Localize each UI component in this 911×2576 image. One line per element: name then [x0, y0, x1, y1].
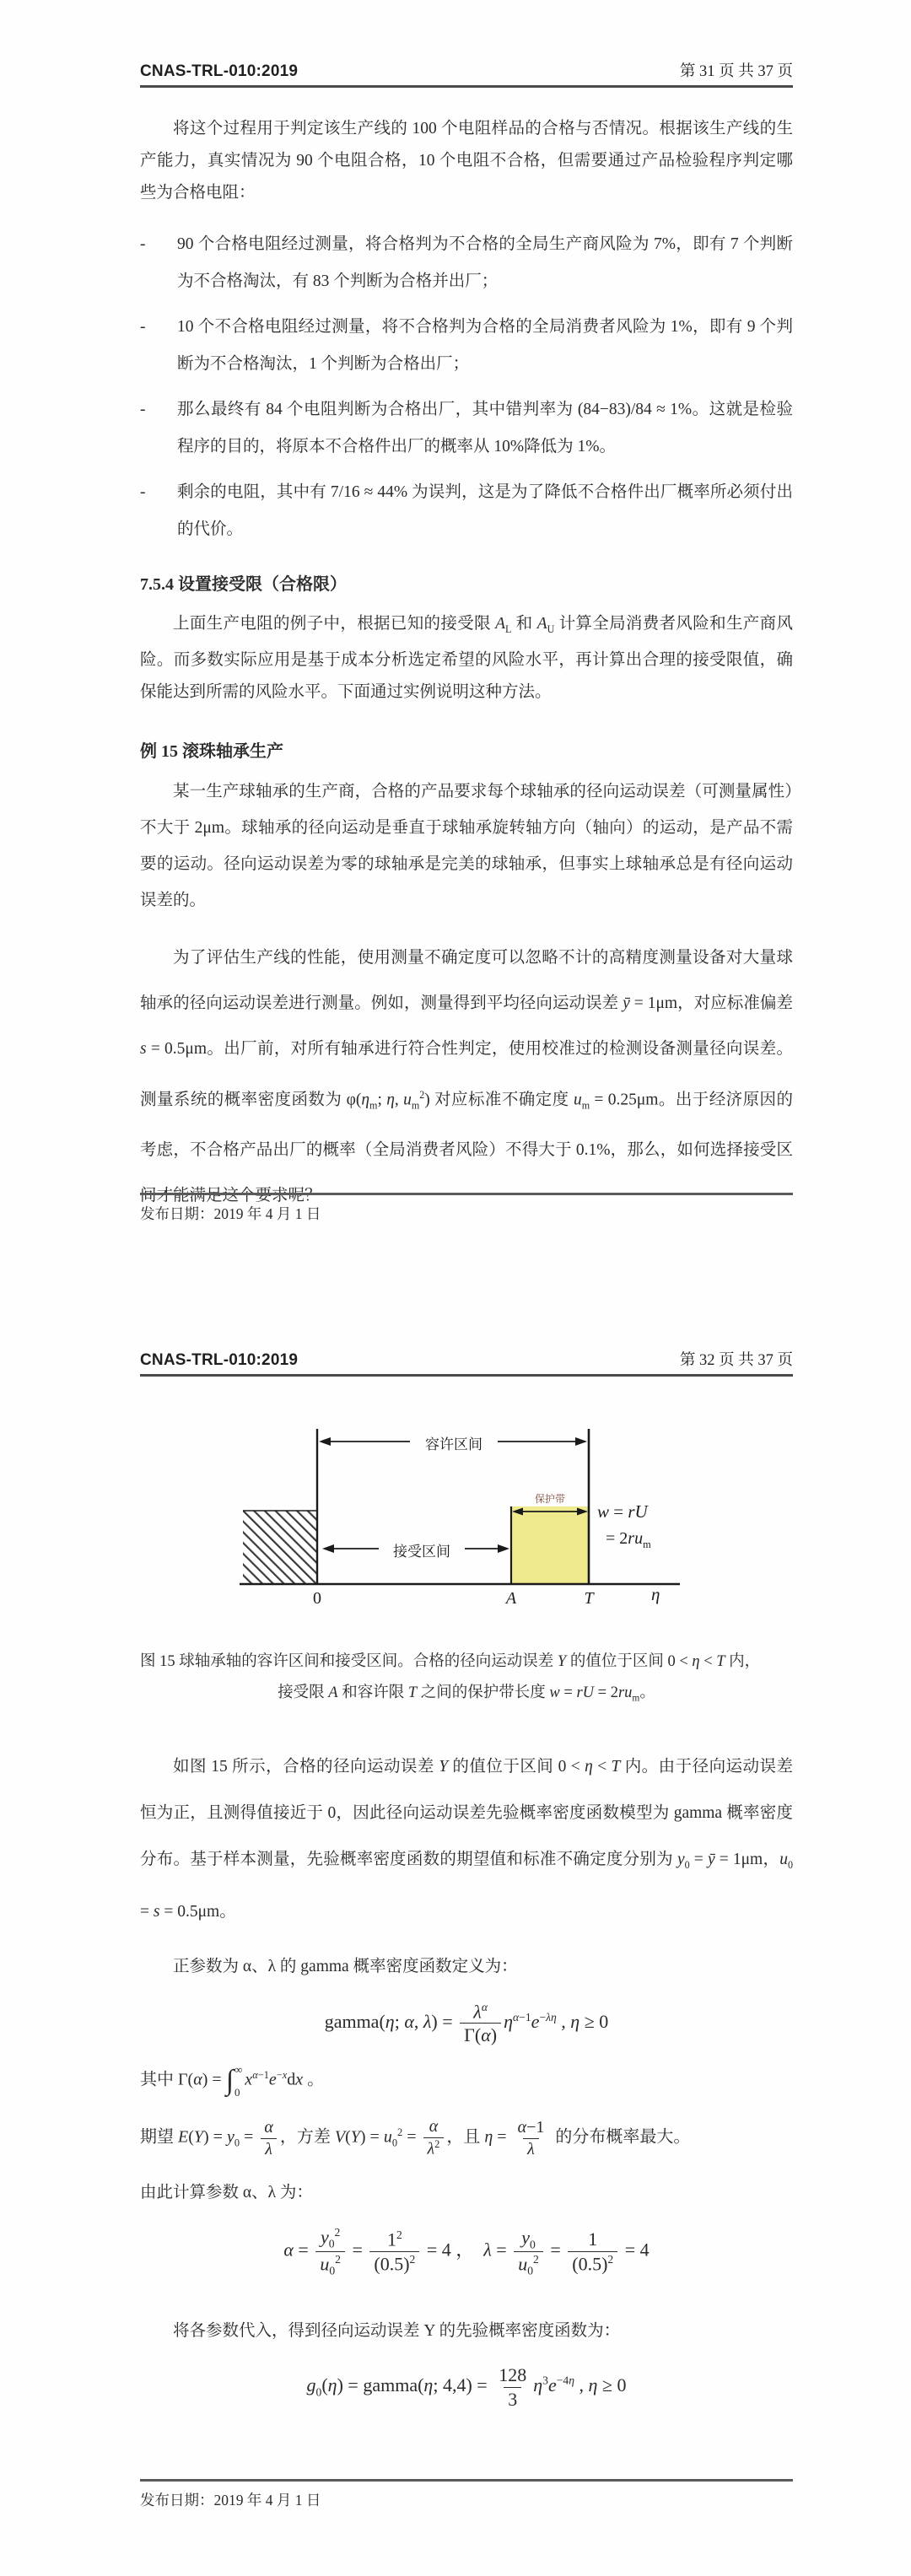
guard-band-width-formula-line1: w = rU [597, 1501, 648, 1522]
figure-15-caption [140, 1646, 793, 1715]
body-paragraph-2: 正参数为 α、λ 的 gamma 概率密度函数定义为： [173, 1958, 518, 1976]
gamma-pdf-formula: gamma(η; α, λ) = $\frac{\lambda^\alpha}{\Gamma(\alpha)}$ $\eta^{\alpha-1}e^{-\lambda\eta}$ , η ≥ 0 [324, 2000, 609, 2046]
acceptance-arrowhead-left [322, 1544, 334, 1553]
body-paragraph-6: 将各参数代入，得到径向运动误差 Y 的先验概率密度函数为： [173, 2321, 621, 2340]
tolerance-arrowhead-right [575, 1437, 587, 1446]
expectation-variance-line: 期望 $E(Y) = y_0$ = $\frac{\alpha}{\lambda}$ ，方差 $V(Y) = u_0^2$ = $\frac{\alpha}{\lambda^2}$ ，且 η = $\frac{\alpha-1}{\lambda}$ 的分布概率最大。 [140, 2117, 691, 2158]
acceptance-arrowhead-right [498, 1544, 509, 1553]
page-number-info: 第 31 页 共 37 页 [679, 63, 793, 80]
guard-band-width-formula-line2: = $2ru_m$ [606, 1529, 651, 1550]
prior-pdf-formula: $g_0(\eta)$ = gamma(η; 4,4) = $\frac{128}{3}$ $\eta^3e^{-4\eta}$ , η ≥ 0 [306, 2364, 627, 2410]
axis-variable-label: η [651, 1584, 660, 1604]
release-date: 发布日期：2019 年 4 月 1 日 [140, 1205, 321, 1222]
caption-line-1: 图 15 球轴承轴的容许区间和接受区间。合格的径向运动误差 Y 的值位于区间 0 < η < T 内， [140, 1653, 761, 1670]
tolerance-arrowhead-left [319, 1437, 331, 1446]
bullet-text: 那么最终有 84 个电阻判断为合格出厂，其中错判率为 (84−83)/84 ≈ 1%。这就是检验程序的目的，将原本不合格件出厂的概率从 10%降低为 1%。 [177, 400, 793, 455]
tolerance-interval-label: 容许区间 [425, 1436, 482, 1452]
alpha-lambda-formula: α = $\frac{y_0^2}{u_0^2}$ = $\frac{1^2}{(0.5)^2}$ = 4 ， λ = $\frac{y_0}{u_0^2}$ = $\frac{1}{(0.5)^2}$ = 4 [283, 2226, 650, 2277]
guard-band-region [512, 1506, 589, 1584]
list-item [140, 226, 793, 300]
doc-code: CNAS-TRL-010:2019 [140, 1351, 299, 1369]
bullet-marker: - [140, 400, 146, 418]
bullet-list [140, 226, 793, 548]
page-32-content [140, 1348, 793, 2411]
body-paragraph-5: 由此计算参数 α、λ 为： [140, 2183, 313, 2201]
intro-paragraph: 将这个过程用于判定该生产线的 100 个电阻样品的合格与否情况。根据该生产线的生产能力，真实情况为 90 个电阻合格，10 个电阻不合格，但需要通过产品检验程序判定哪些为合格电阻： [140, 120, 793, 202]
page-footer [140, 1193, 793, 1224]
doc-code: CNAS-TRL-010:2019 [140, 62, 299, 80]
caption-line-2: 接受限 A 和容许限 T 之间的保护带长度 w = rU = $2ru_m$。 [278, 1684, 655, 1704]
page-header [140, 59, 793, 88]
page-31 [0, 0, 911, 1265]
page-header [140, 1348, 793, 1377]
list-item [140, 309, 793, 383]
example-heading: 例 15 滚珠轴承生产 [140, 742, 283, 762]
body-paragraph-1: 如图 15 所示，合格的径向运动误差 Y 的值位于区间 0 < η < T 内。由于径向运动误差恒为正，且测得值接近于 0，因此径向运动误差先验概率密度函数模型为 gamma 概率密度分布。基于样本测量，先验概率密度函数的期望值和标准不确定度分别为 $y_0$ = ȳ = 1μm，$u_0 = s = 0.5\mu m$。 [140, 1757, 793, 1921]
list-item [140, 474, 793, 548]
page-footer [140, 2479, 793, 2510]
page-number-info: 第 32 页 共 37 页 [679, 1352, 793, 1369]
gamma-function-definition: 其中 Γ(α) = ∫ ∞ 0 $x^{\alpha-1}e^{-x}dx$ 。 [140, 2062, 325, 2099]
hatched-wall [243, 1511, 317, 1584]
example-paragraph-1: 某一生产球轴承的生产商，合格的产品要求每个球轴承的径向运动误差（可测量属性）不大于 2μm。球轴承的径向运动是垂直于球轴承旋转轴方向（轴向）的运动，是产品不需要的运动。径向运动误差为零的球轴承是完美的球轴承，但事实上球轴承总是有径向运动误差的。 [140, 783, 793, 910]
section-paragraph: 上面生产电阻的例子中，根据已知的接受限 $A_L$ 和 $A_U$ 计算全局消费者风险和生产商风险。而多数实际应用是基于成本分析选定希望的风险水平，再计算出合理的接受限值，确保能达到所需的风险水平。下面通过实例说明这种方法。 [140, 614, 793, 702]
bullet-text: 90 个合格电阻经过测量，将合格判为不合格的全局生产商风险为 7%，即有 7 个判断为不合格淘汰，有 83 个判断为合格并出厂； [177, 234, 793, 290]
bullet-marker: - [140, 317, 146, 336]
axis-tick-A: A [505, 1589, 517, 1608]
guard-band-label: 保护带 [534, 1493, 565, 1505]
page-31-content [140, 59, 793, 1219]
example-paragraph-2: 为了评估生产线的性能，使用测量不确定度可以忽略不计的高精度测量设备对大量球轴承的径向运动误差进行测量。例如，测量得到平均径向运动误差 ȳ = 1μm，对应标准偏差 s = 0.5μm。出厂前，对所有轴承进行符合性判定，使用校准过的检测设备测量径向误差。测量系统的概率密度函数为 $\varphi(\eta_m$; η, $u_m^2$) 对应标准不确定度 $u_m = 0.25\mu m$。出于经济原因的考虑，不合格产品出厂的概率（全局消费者风险）不得大于 0.1%，那么，如何选择接受区间才能满足这个要求呢？ [140, 948, 793, 1205]
bullet-marker: - [140, 234, 146, 253]
section-heading: 7.5.4 设置接受限（合格限） [140, 574, 347, 594]
list-item [140, 391, 793, 466]
bullet-marker: - [140, 482, 146, 501]
release-date: 发布日期：2019 年 4 月 1 日 [140, 2492, 321, 2509]
figure-15-canvas [218, 1422, 707, 1635]
bullet-text: 10 个不合格电阻经过测量，将不合格判为合格的全局消费者风险为 1%，即有 9 个判断为不合格淘汰，1 个判断为合格出厂； [177, 317, 793, 373]
page-32 [0, 1265, 911, 2576]
figure-15-diagram [218, 1422, 707, 1635]
axis-tick-0: 0 [313, 1589, 321, 1608]
acceptance-interval-label: 接受区间 [393, 1544, 450, 1560]
axis-tick-T: T [584, 1589, 594, 1608]
bullet-text: 剩余的电阻，其中有 7/16 ≈ 44% 为误判，这是为了降低不合格件出厂概率所必须付出的代价。 [177, 482, 793, 538]
